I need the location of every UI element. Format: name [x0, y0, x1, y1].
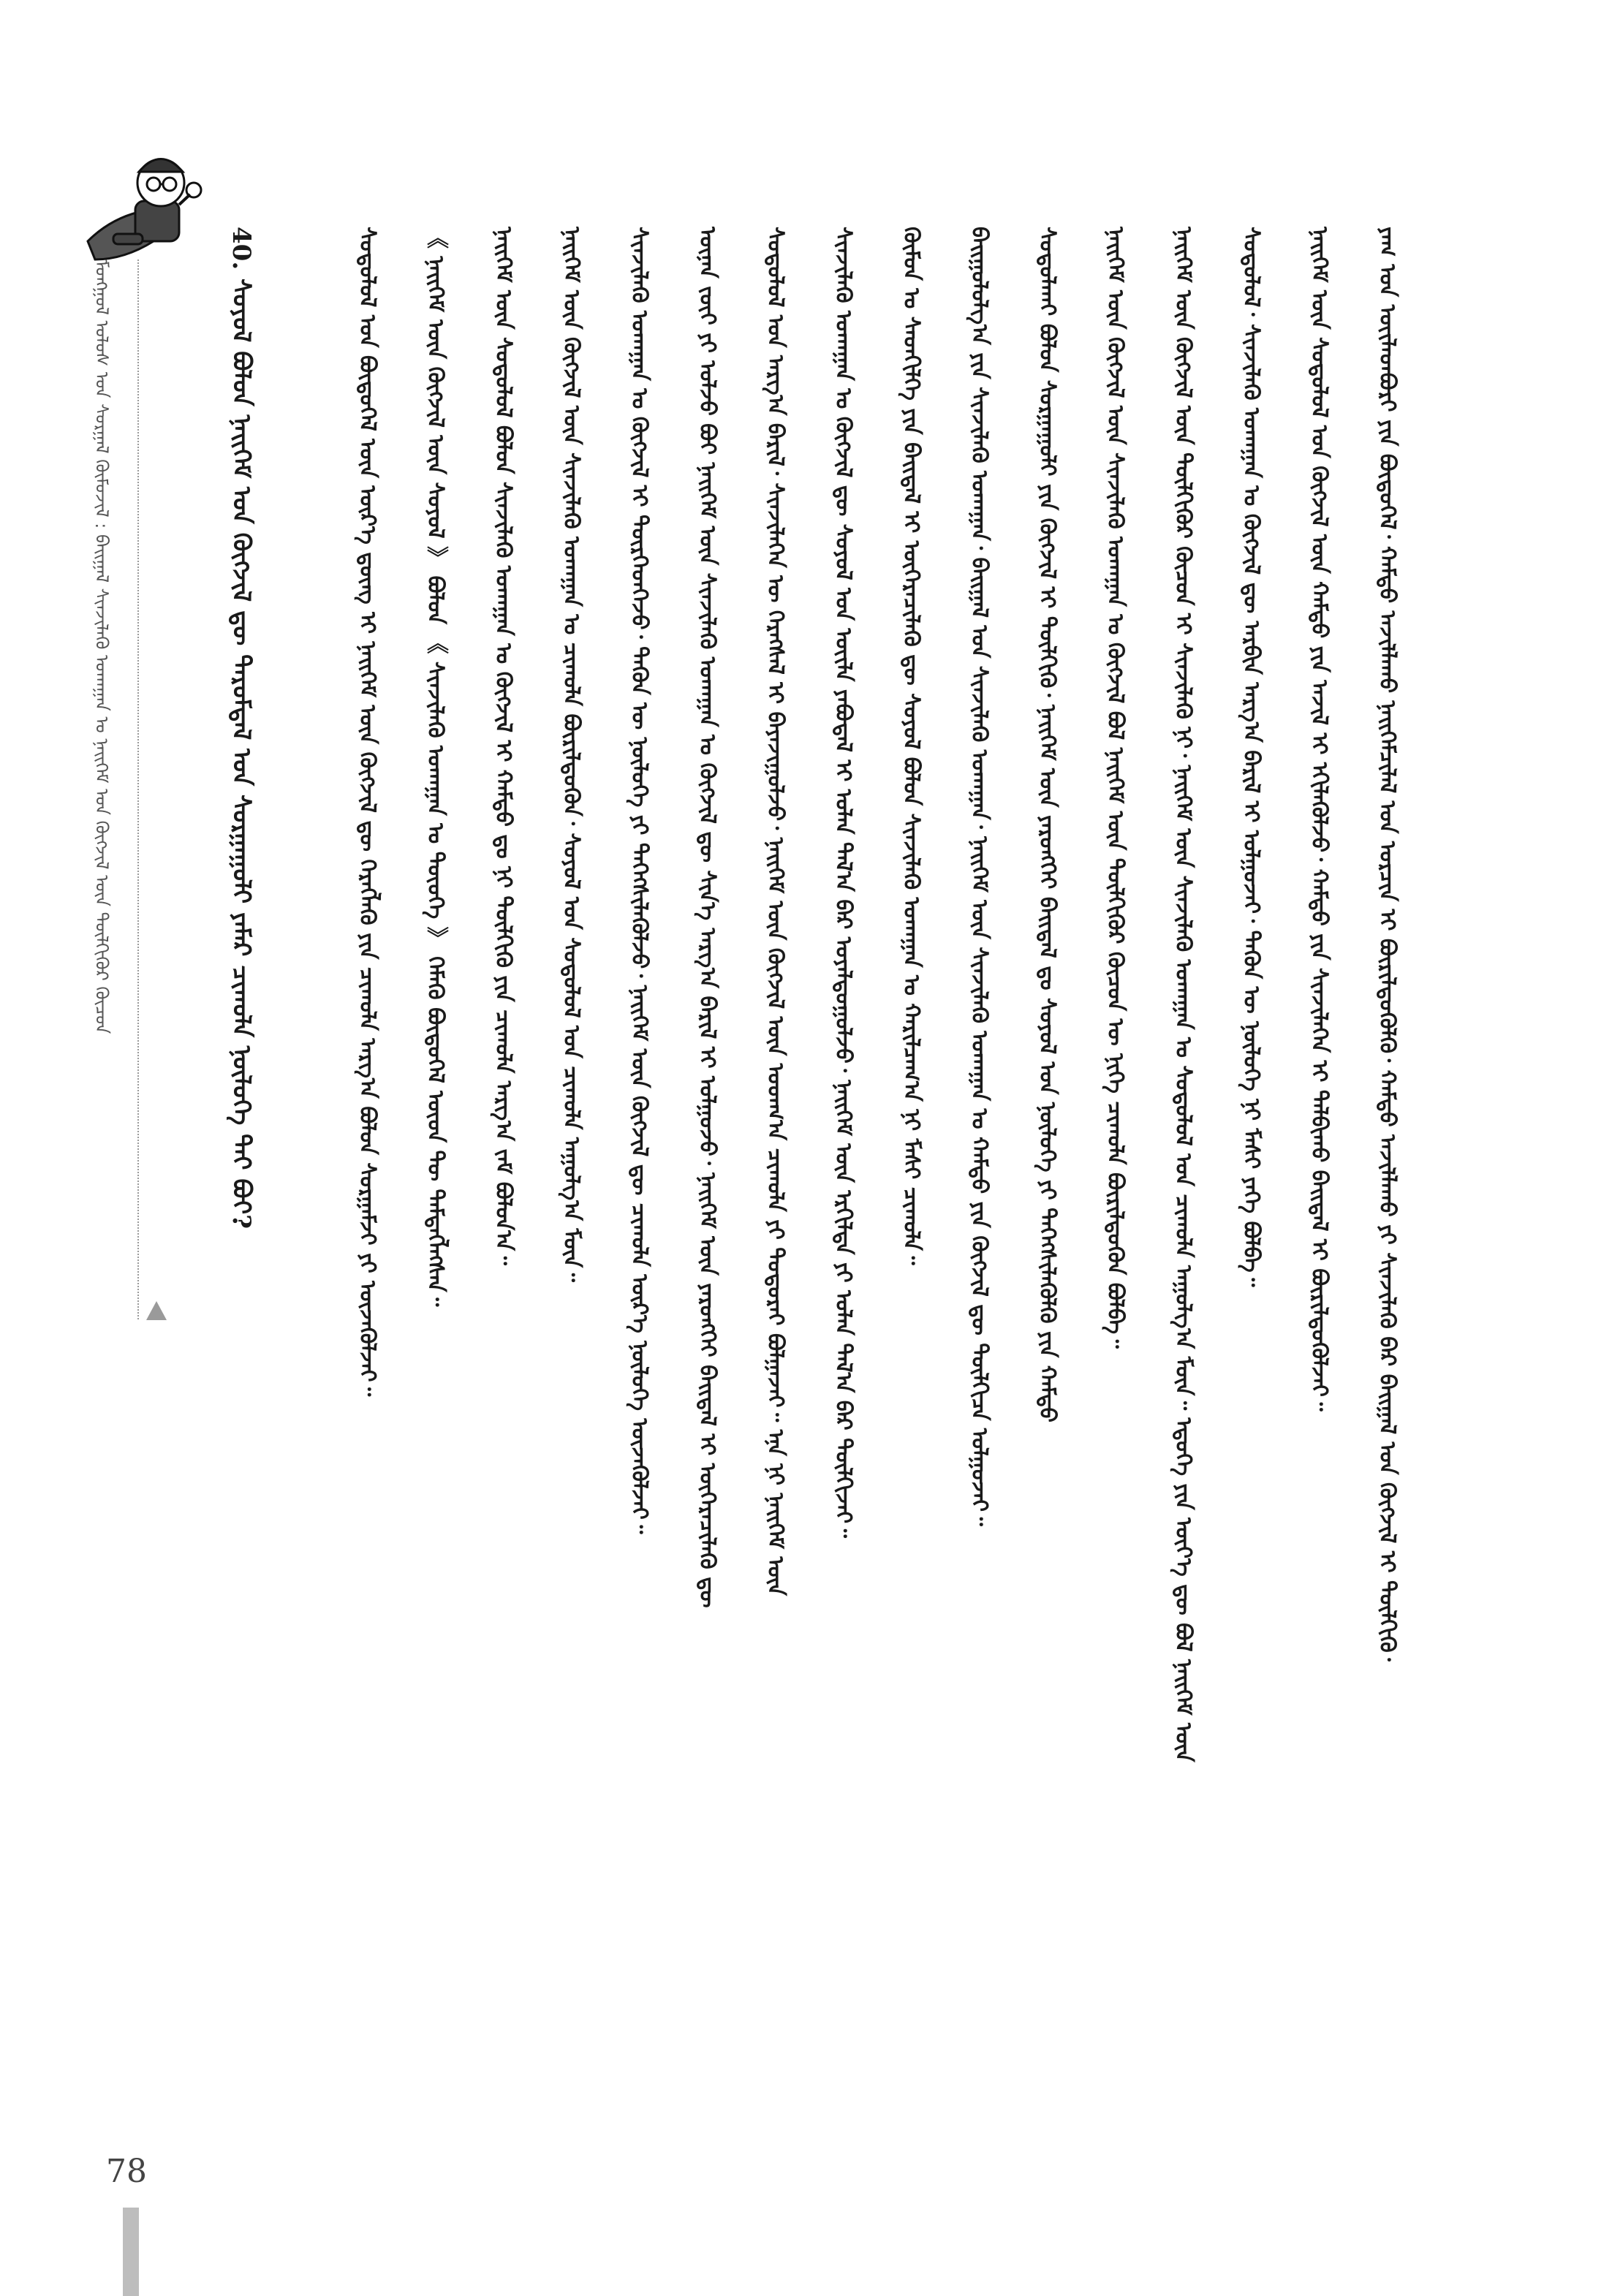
text-column: 《 ᠨᠡᠢᠭᠡᠮ ᠦᠨ ᠬᠥᠭᠵᠢᠯ ᠦᠨ ᠰᠣᠶᠣᠯ 》 ᠪᠣᠯᠣᠨ 《 ᠰᠢᠨᠵᠢᠯᠡᠬᠦ ᠤᠬᠠᠭᠠᠨ ᠤ ᠲᠦᠦᠬᠡ 》 ᠬᠡᠮᠡᠬᠦ ᠪᠦᠲᠦᠭᠡᠯ ᠦᠳ ᠲᠦ ᠲᠡᠮᠳᠡᠭᠯᠡᠭᠰᠡᠨ᠃ — [423, 227, 448, 1307]
text-column: ᠰᠤᠳᠤᠯᠤᠯ᠂ ᠰᠢᠨᠵᠢᠯᠡᠬᠦ ᠤᠬᠠᠭᠠᠨ ᠤ ᠬᠥᠭᠵᠢᠯ ᠳᠦ ᠠᠷᠪᠢᠨ ᠠᠷᠭ᠎ᠠ ᠪᠠᠷᠢᠯ ᠢ ᠣᠯᠭᠣᠵᠠᠢ᠂ ᠲᠡᠭᠦᠨ ᠦ ᠨᠥᠯᠥᠭᠡ ᠨᠢ ᠮᠠᠰᠢ ᠶᠡᠬᠡ ᠪᠣᠯᠪᠠ᠃ — [1238, 227, 1264, 1287]
text-column: ᠨᠡᠢᠭᠡᠮ ᠦᠨ ᠰᠤᠳᠤᠯᠤᠯ ᠪᠣᠯᠣᠨ ᠰᠢᠨᠵᠢᠯᠡᠬᠦ ᠤᠬᠠᠭᠠᠨ ᠤ ᠬᠥᠭᠵᠢᠯ ᠢ ᠬᠠᠮᠲᠤ ᠳᠤ ᠨᠢ ᠲᠦᠯᠬᠢᠬᠦ ᠶᠢᠨ ᠴᠢᠬᠤᠯᠠ ᠠᠷᠭ᠎ᠠ ᠵᠠᠮ ᠪᠣᠯᠤᠨ᠎ᠠ᠃ — [491, 227, 516, 1265]
text-column: ᠰᠤᠳᠤᠯᠤᠯ ᠤᠨ ᠪᠦᠲᠦᠭᠡᠯ ᠦᠨ ᠦᠷ᠎ᠡ ᠳ᠋ᠦᠩ ᠢ ᠨᠡᠢᠭᠡᠮ ᠦᠨ ᠬᠥᠭᠵᠢᠯ ᠳᠦ ᠬᠡᠷᠡᠭᠯᠡᠬᠦ ᠶᠢᠨ ᠴᠢᠬᠤᠯᠠ ᠠᠷᠭ᠎ᠠ ᠪᠣᠯᠣᠨ ᠰᠤᠷᠭᠠᠮᠵᠢ ᠶᠢ ᠦᠵᠡᠭᠦᠯᠵᠡᠢ᠃ — [355, 227, 380, 1397]
text-column: ᠶᠠᠭ ᠤᠨ ᠦᠢᠯᠡᠳᠪᠦᠷᠢ ᠶᠢᠨ ᠪᠦᠲᠦᠭᠡᠯ᠂ ᠬᠠᠮᠲᠤ ᠠᠵᠢᠯᠯᠠᠬᠤ ᠨᠡᠢᠭᠡᠮᠴᠢᠯᠡᠯ ᠤᠨ ᠣᠷᠴᠢᠨ ᠢ ᠪᠦᠷᠢᠯᠳᠦᠭᠦᠯᠬᠦ᠂ ᠬᠠᠮᠲᠤ ᠠᠵᠢᠯᠯᠠᠬᠤ ᠶᠢ ᠰᠢᠨᠵᠢᠯᠡᠬᠦ ᠪᠡᠷ ᠪᠠᠢᠭᠠᠯ ᠤᠨ ᠬᠥᠭᠵᠢᠯ ᠢ ᠲᠦᠯᠬᠢᠬᠦ᠂ — [1374, 227, 1400, 1662]
question-text: ᠰᠣᠶᠣᠯ ᠪᠣᠯᠣᠨ ᠨᠡᠢᠭᠡᠮ ᠤᠨ ᠬᠥᠭᠵᠢᠯ ᠳᠦ ᠳᠠᠷᠤᠮᠳᠠᠯ ᠤᠨ ᠰᠤᠷᠭᠠᠭᠤᠯᠢ ᠶᠠᠮᠠᠷ ᠴᠢᠬᠤᠯᠠ ᠨᠥᠯᠥᠭᠡ ᠲᠠᠢ ᠪᠤᠢ? — [227, 279, 256, 1230]
text-column: ᠰᠢᠨᠵᠢᠯᠡᠬᠦ ᠤᠬᠠᠭᠠᠨ ᠤ ᠬᠥᠭᠵᠢᠯ ᠢ ᠲᠦᠷᠭᠡᠳᠭᠡᠵᠦ᠂ ᠲᠡᠭᠦᠨ ᠦ ᠨᠥᠯᠥᠭᠡ ᠶᠢ ᠳᠡᠭᠡᠭᠰᠢᠯᠡᠭᠦᠯᠵᠦ᠂ ᠨᠡᠢᠭᠡᠮ ᠦᠨ ᠬᠥᠭᠵᠢᠯ ᠳᠦ ᠴᠢᠬᠤᠯᠠ ᠦᠷ᠎ᠡ ᠨᠥᠯᠥᠭᠡ ᠦᠵᠡᠭᠦᠯᠵᠡᠢ᠃ — [627, 227, 652, 1534]
mascot-illustration — [73, 132, 219, 278]
text-column: ᠨᠡᠢᠭᠡᠮ ᠦᠨ ᠬᠥᠭᠵᠢᠯ ᠦᠨ ᠲᠦᠯᠬᠢᠭᠦᠷ ᠬᠦᠴᠦᠨ ᠢ ᠰᠢᠨᠵᠢᠯᠡᠬᠦ ᠨᠢ᠂ ᠨᠡᠢᠭᠡᠮ ᠦᠨ ᠰᠢᠨᠵᠢᠯᠡᠬᠦ ᠤᠬᠠᠭᠠᠨ ᠤ ᠰᠤᠳᠤᠯᠤᠯ ᠤᠨ ᠴᠢᠬᠤᠯᠠ ᠠᠭᠤᠯᠭ᠎ᠠ ᠮᠥᠨ᠃ ᠡᠳᠦᠭᠡ ᠶᠢᠨ ᠦᠶ᠎ᠡ ᠳᠦ ᠪᠣᠯ ᠨᠡᠢᠭᠡᠮ ᠦᠨ — [1170, 227, 1196, 1762]
running-header-text: ᠮᠣᠩᠭᠣᠯ ᠤᠯᠤᠰ ᠤᠨ ᠰᠤᠷᠭᠠᠯ ᠬᠦᠮᠦᠵᠢᠯ : ᠪᠠᠢᠭᠠᠯ ᠰᠢᠨᠵᠢᠯᠡᠬᠦ ᠤᠬᠠᠭᠠᠨ ᠤ ᠨᠡᠢᠭᠡᠮ ᠤᠨ ᠬᠥᠭᠵᠢᠯ ᠦᠨ ᠲᠦᠯᠬᠢᠭᠦᠷ ᠬᠦᠴᠦᠨ — [91, 259, 112, 1034]
page-side-bar — [123, 2208, 139, 2296]
text-column: ᠪᠠᠢᠭᠤᠯᠤᠯᠭ᠎ᠠ ᠶᠢᠨ ᠰᠢᠨᠵᠢᠯᠡᠬᠦ ᠤᠬᠠᠭᠠᠨ᠂ ᠪᠠᠢᠭᠠᠯ ᠤᠨ ᠰᠢᠨᠵᠢᠯᠡᠬᠦ ᠤᠬᠠᠭᠠᠨ᠂ ᠨᠡᠢᠭᠡᠮ ᠦᠨ ᠰᠢᠨᠵᠢᠯᠡᠬᠦ ᠤᠬᠠᠭᠠᠨ ᠤ ᠬᠠᠮᠲᠤ ᠶᠢᠨ ᠬᠥᠭᠵᠢᠯ ᠳᠦ ᠲᠦᠯᠬᠢᠴᠡ ᠣᠯᠭᠣᠵᠠᠢ᠃ — [966, 227, 992, 1526]
text-column: ᠰᠢᠨᠵᠢᠯᠡᠬᠦ ᠤᠬᠠᠭᠠᠨ ᠤ ᠬᠥᠭᠵᠢᠯ ᠳᠦ ᠰᠣᠶᠣᠯ ᠤᠨ ᠦᠢᠯᠡ ᠶᠠᠪᠤᠳᠠᠯ ᠢ ᠣᠯᠠᠨ ᠲᠠᠯ᠎ᠠ ᠪᠠᠷ ᠤᠶᠠᠯᠳᠤᠭᠤᠯᠵᠤ᠂ ᠨᠡᠢᠭᠡᠮ ᠦᠨ ᠡᠷᠭᠢᠯᠲᠡ ᠶᠢ ᠣᠯᠠᠨ ᠲᠠᠯ᠎ᠠ ᠪᠠᠷ ᠲᠦᠯᠬᠢᠵᠡᠢ᠃ — [831, 227, 856, 1538]
text-column: ᠨᠡᠢᠭᠡᠮ ᠦᠨ ᠬᠥᠭᠵᠢᠯ ᠦᠨ ᠰᠢᠨᠵᠢᠯᠡᠬᠦ ᠤᠬᠠᠭᠠᠨ ᠤ ᠴᠢᠬᠤᠯᠠ ᠪᠦᠷᠢᠯᠳᠦᠬᠦᠨ᠂ ᠰᠣᠶᠣᠯ ᠤᠨ ᠰᠤᠳᠤᠯᠤᠯ ᠤᠨ ᠴᠢᠬᠤᠯᠠ ᠠᠭᠤᠯᠭ᠎ᠠ ᠮᠥᠨ᠃ — [559, 227, 584, 1282]
body-text — [227, 227, 1440, 2098]
question-column — [227, 227, 256, 2098]
text-column: ᠬᠦᠮᠦᠨ ᠤ ᠰᠡᠳᠬᠢᠯᠭᠡ ᠶᠢᠨ ᠪᠠᠢᠳᠠᠯ ᠢ ᠥᠭᠡᠷᠡᠴᠢᠯᠡᠬᠦ ᠳᠦ ᠰᠣᠶᠣᠯ ᠪᠣᠯᠣᠨ ᠰᠢᠨᠵᠢᠯᠡᠬᠦ ᠤᠬᠠᠭᠠᠨ ᠤ ᠬᠠᠷᠢᠯᠴᠠᠭ᠎ᠠ ᠨᠢ ᠮᠠᠰᠢ ᠴᠢᠬᠤᠯᠠ᠃ — [898, 227, 924, 1265]
triangle-icon — [146, 1301, 167, 1320]
running-header — [86, 259, 116, 1341]
page-number: 78 — [106, 2153, 147, 2190]
header-divider — [137, 259, 139, 1319]
question-number: 40. — [227, 227, 256, 270]
text-column: ᠨᠡᠢᠭᠡᠮ ᠦᠨ ᠬᠥᠭᠵᠢᠯ ᠦᠨ ᠰᠢᠨᠵᠢᠯᠡᠬᠦ ᠤᠬᠠᠭᠠᠨ ᠤ ᠬᠥᠭᠵᠢᠯ ᠪᠣᠯ ᠨᠡᠢᠭᠡᠮ ᠦᠨ ᠲᠦᠯᠬᠢᠭᠦᠷ ᠬᠦᠴᠦᠨ ᠦ ᠨᠢᠭᠡ ᠴᠢᠬᠤᠯᠠ ᠪᠦᠷᠢᠯᠳᠦᠬᠦᠨ ᠪᠣᠯᠪᠠ᠃ — [1102, 227, 1128, 1349]
text-column: ᠦᠨᠡᠨ ᠵᠦᠢ ᠶᠢ ᠣᠯᠵᠤ ᠪᠤᠢ ᠨᠡᠢᠭᠡᠮ ᠦᠨ ᠰᠢᠨᠵᠢᠯᠡᠬᠦ ᠤᠬᠠᠭᠠᠨ ᠤ ᠬᠥᠭᠵᠢᠯ ᠳᠦ ᠰᠢᠨ᠎ᠡ ᠠᠷᠭ᠎ᠠ ᠪᠠᠷᠢᠯ ᠢ ᠣᠯᠭᠣᠵᠤ᠂ ᠨᠡᠢᠭᠡᠮ ᠦᠨ ᠶᠡᠷᠦᠩᠬᠡᠢ ᠪᠠᠢᠳᠠᠯ ᠢ ᠥᠭᠡᠷᠡᠴᠢᠯᠡᠬᠦ ᠳᠦ — [695, 227, 720, 1608]
text-column: ᠰᠤᠳᠤᠯᠤᠯ ᠤᠨ ᠠᠷᠭ᠎ᠠ ᠪᠠᠷᠢᠯ᠂ ᠰᠢᠨᠵᠢᠯᠡᠭᠡᠨ ᠦ ᠬᠡᠷᠡᠭᠰᠡᠯ ᠢ ᠪᠠᠶᠠᠵᠢᠭᠤᠯᠵᠤ᠂ ᠨᠡᠢᠭᠡᠮ ᠦᠨ ᠬᠥᠭᠵᠢᠯ ᠦᠨ ᠤᠳᠬ᠎ᠠ ᠴᠢᠬᠤᠯᠠ ᠶᠢ ᠲᠣᠳᠣᠷᠠᠢ ᠪᠣᠯᠭᠠᠵᠠᠢ᠃ ᠡᠨᠡ ᠨᠢ ᠨᠡᠢᠭᠡᠮ ᠦᠨ — [763, 227, 788, 1596]
text-column: ᠰᠤᠳᠤᠯᠬᠠᠢ ᠪᠣᠯᠤᠨ ᠰᠤᠷᠭᠠᠭᠤᠯᠢ ᠶᠢᠨ ᠬᠥᠭᠵᠢᠯ ᠢ ᠲᠦᠯᠬᠢᠬᠦ᠂ ᠨᠡᠢᠭᠡᠮ ᠦᠨ ᠶᠡᠷᠦᠩᠬᠡᠢ ᠪᠠᠢᠳᠠᠯ ᠳᠤ ᠰᠣᠶᠣᠯ ᠤᠨ ᠨᠥᠯᠥᠭᠡ ᠶᠢ ᠳᠡᠭᠡᠭᠰᠢᠯᠡᠭᠦᠯᠬᠦ ᠶᠢᠨ ᠬᠠᠮᠲᠤ — [1034, 227, 1060, 1422]
text-column: ᠨᠡᠢᠭᠡᠮ ᠦᠨ ᠰᠤᠳᠤᠯᠤᠯ ᠤᠨ ᠬᠥᠭᠵᠢᠯ ᠦᠨ ᠬᠠᠮᠲᠤ ᠶᠢᠨ ᠠᠵᠢᠯ ᠢ ᠡᠬᠢᠯᠡᠭᠦᠯᠵᠦ᠂ ᠬᠠᠮᠲᠤ ᠶᠢᠨ ᠰᠢᠨᠵᠢᠯᠡᠭᠡᠨ ᠢ ᠲᠠᠯᠪᠢᠬᠤ ᠪᠠᠢᠳᠠᠯ ᠢ ᠪᠦᠷᠢᠯᠳᠦᠭᠦᠯᠵᠡᠢ᠃ — [1306, 227, 1332, 1412]
